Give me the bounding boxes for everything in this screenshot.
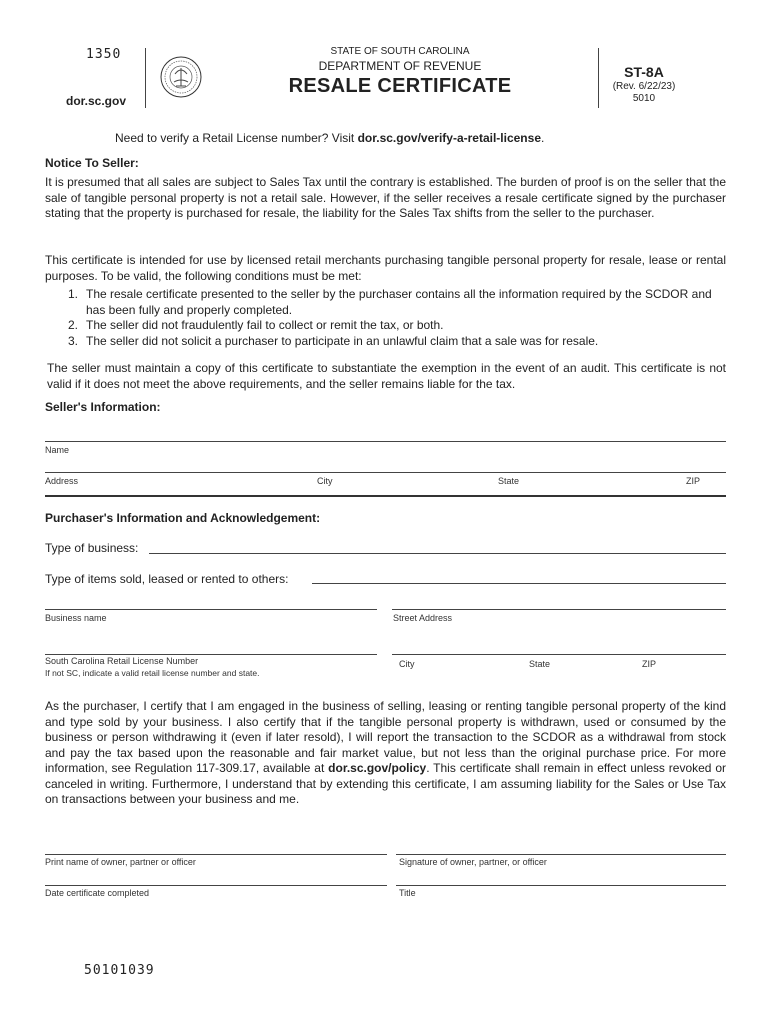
seller-state-label: State [498,476,520,486]
purchaser-city-line[interactable] [392,654,726,655]
print-name-label: Print name of owner, partner or officer [45,857,196,867]
list-item: 3. The seller did not solicit a purchaser to participate in an unlawful claim that a sale was for resale. [68,333,599,348]
date-line[interactable] [45,885,387,886]
barcode-number: 50101039 [84,963,155,978]
revision-date: (Rev. 6/22/23) [612,81,676,92]
seller-name-label: Name [45,445,70,455]
page-title: RESALE CERTIFICATE [288,75,512,97]
list-item: 1. The resale certificate presented to the seller by the purchaser contains all the information required by the SCDOR and has been fully and properly completed. [68,287,712,317]
department-name: DEPARTMENT OF REVENUE [318,59,482,73]
street-address-line[interactable] [392,609,726,610]
title-label: Title [399,888,416,898]
verify-note [115,131,544,145]
form-id: 5010 [632,93,656,104]
section-divider [45,495,726,497]
seller-address-label: Address [45,476,79,486]
seller-zip-label: ZIP [686,476,701,486]
license-number-label: South Carolina Retail License Number [45,656,199,666]
verify-suffix: . [541,131,545,145]
signature-line[interactable] [396,854,726,855]
header-divider-right [598,48,599,108]
license-note: If not SC, indicate a valid retail license number and state. [45,668,260,678]
form-number: ST-8A [624,64,664,80]
print-name-line[interactable] [45,854,387,855]
type-business-label: Type of business: [45,541,139,555]
title-line[interactable] [396,885,726,886]
purchaser-zip-label: ZIP [642,659,657,669]
purchaser-heading: Purchaser's Information and Acknowledgement: [45,511,321,525]
form-code: 1350 [86,47,122,62]
notice-heading: Notice To Seller: [45,156,139,170]
certification-paragraph: As the purchaser, I certify that I am engaged in the business of selling, leasing or renting tangible personal property of the kind and type sold by your business. I also certify that if the tangible personal property is withdrawn, used or consumed by the business or person withdrawing it (even if later resold), I will report the transaction to the SCDOR as a withdrawal from stock and pay the tax based upon the reasonable and fair market value, but not less than the original purchase price. For more information, see Regulation 117-309.17, available at dor.sc.gov/policy. This certificate shall remain in effect unless revoked or canceled in writing. Furthermore, I understand that by extending this certificate, I am assuming liability for the Sales or Use Tax on transactions between your business and me. [45,699,726,806]
policy-link[interactable]: dor.sc.gov/policy [328,761,427,775]
type-items-label: Type of items sold, leased or rented to others: [45,572,289,586]
header-divider [145,48,146,108]
notice-paragraph-2: This certificate is intended for use by licensed retail merchants purchasing tangible personal property for resale, lease or rental purposes. To be valid, the following conditions must be met: [45,253,726,283]
license-number-line[interactable] [45,654,377,655]
seller-address-line[interactable] [45,472,726,473]
business-name-label: Business name [45,613,107,623]
verify-link[interactable]: dor.sc.gov/verify-a-retail-license [357,131,541,145]
state-seal [160,56,202,98]
website: dor.sc.gov [66,94,127,108]
notice-paragraph-1: It is presumed that all sales are subject to Sales Tax until the contrary is established. The burden of proof is on the seller that the sale of tangible personal property is not a retail sale. However, if the seller receives a resale certificate signed by the purchaser stating that the property is purchased for resale, the liability for the Sales Tax shifts from the seller to the purchaser. [45,175,726,220]
list-item: 2. The seller did not fraudulently fail to collect or remit the tax, or both. [68,318,444,332]
seller-heading: Seller's Information: [45,400,161,414]
purchaser-city-label: City [399,659,415,669]
purchaser-state-label: State [529,659,551,669]
seller-city-label: City [317,476,333,486]
verify-prefix: Need to verify a Retail License number? Visit [115,131,358,145]
seller-name-line[interactable] [45,441,726,442]
type-business-line[interactable] [149,553,726,554]
state-name: STATE OF SOUTH CAROLINA [330,46,470,57]
street-address-label: Street Address [393,613,453,623]
type-items-line[interactable] [312,583,726,584]
conditions-list [68,287,726,349]
business-name-line[interactable] [45,609,377,610]
date-label: Date certificate completed [45,888,150,898]
notice-paragraph-3: The seller must maintain a copy of this certificate to substantiate the exemption in the event of an audit. This certificate is not valid if it does not meet the above requirements, and the seller remains liable for the tax. [47,361,726,391]
signature-label: Signature of owner, partner, or officer [399,857,547,867]
